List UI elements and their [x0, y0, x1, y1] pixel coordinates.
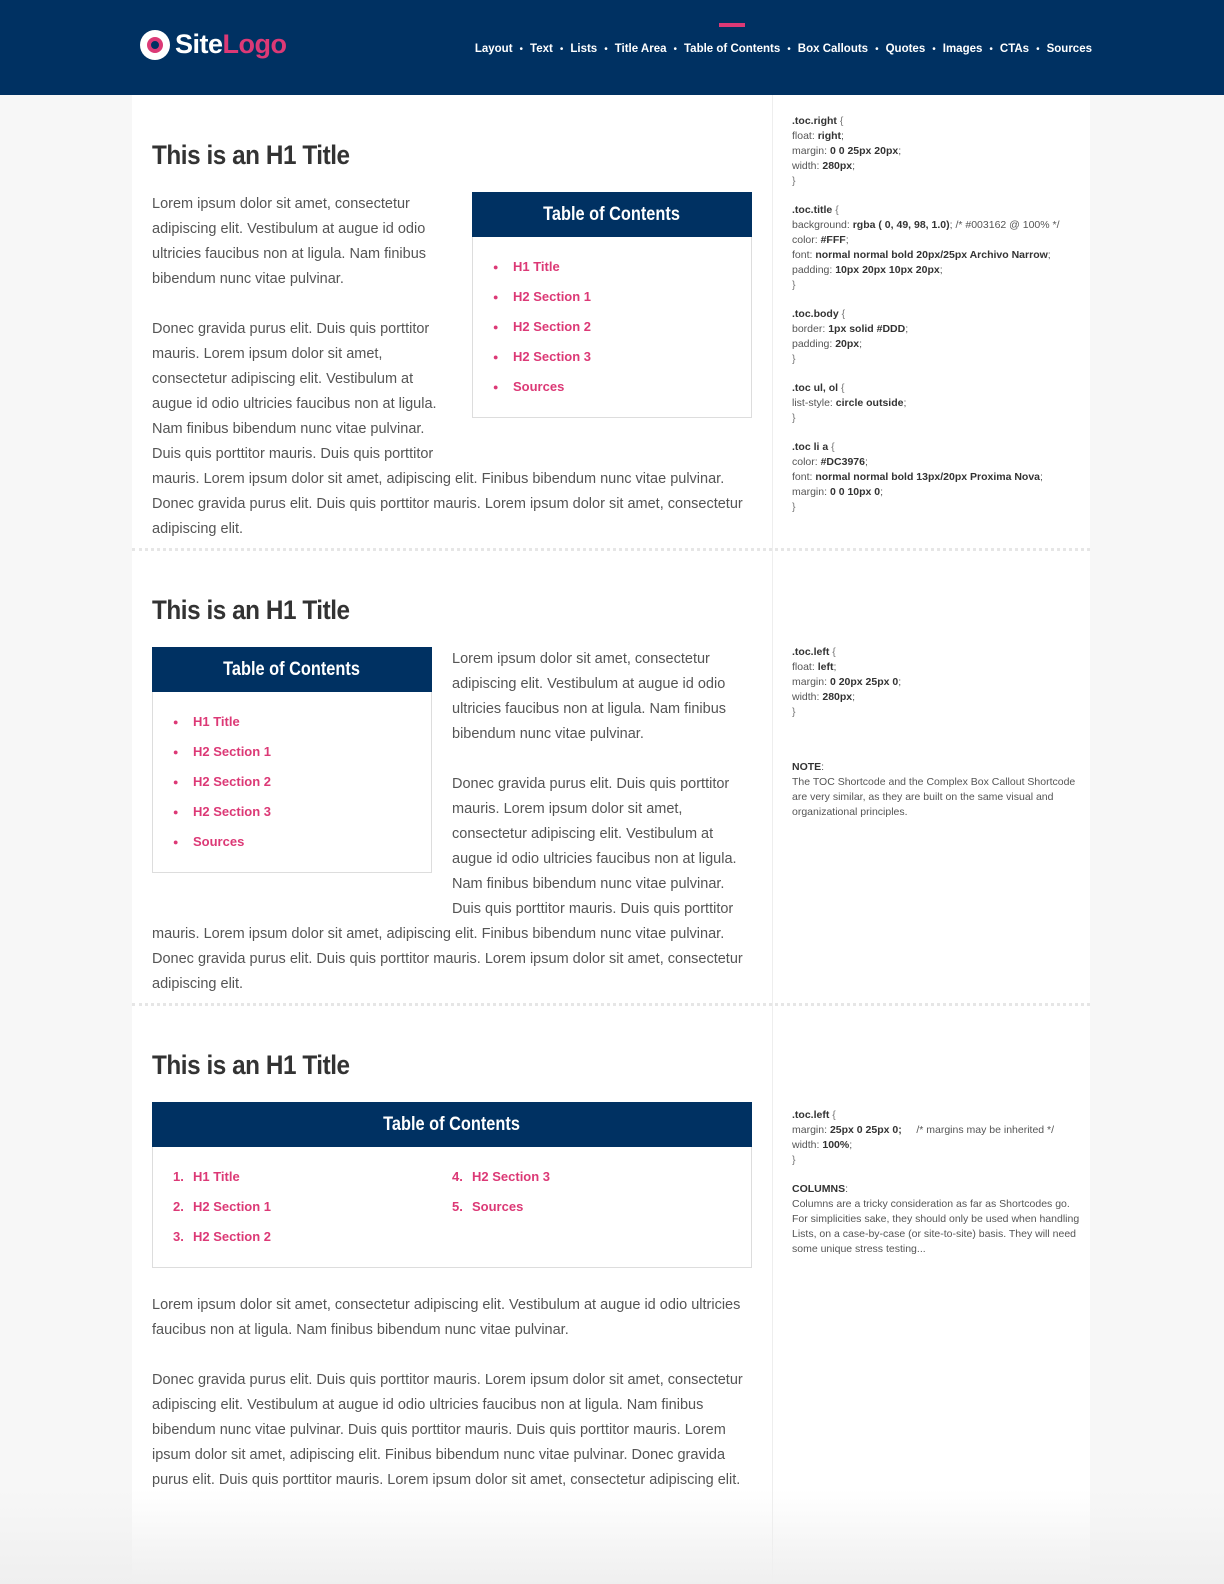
- css-notes-toc-full: [792, 1108, 1082, 1257]
- logo-site-text: Site: [175, 29, 223, 59]
- toc-title: Table of Contents: [152, 1102, 752, 1147]
- toc-link-h2-section-3[interactable]: H2 Section 3: [513, 349, 592, 364]
- main-nav: [475, 43, 1092, 55]
- toc-link-h2-section-2[interactable]: H2 Section 2: [193, 1229, 272, 1244]
- toc-link-h2-section-1[interactable]: H2 Section 1: [513, 289, 592, 304]
- example-toc-right: [152, 140, 752, 542]
- toc-item: [173, 802, 411, 822]
- toc-list-column-1: [173, 1167, 452, 1247]
- toc-body: [152, 692, 432, 873]
- body-paragraph: Donec gravida purus elit. Duis quis porttitor mauris. Lorem ipsum dolor sit amet, consectetur adipiscing elit. Vestibulum at augue id odio ultricies faucibus non at ligula. Nam finibus bibendum nunc vitae pulvinar. Duis quis porttitor mauris. Duis quis porttitor mauris. Lorem ipsum dolor sit amet, adipiscing elit. Finibus bibendum nunc vitae pulvinar. Donec gravida purus elit. Duis quis porttitor mauris. Lorem ipsum dolor sit amet, consectetur adipiscing elit.: [152, 776, 743, 992]
- list-number: 2.: [173, 1199, 184, 1214]
- section-divider: [132, 1003, 1090, 1006]
- nav-separator: •: [875, 43, 879, 55]
- toc-list-column-2: [452, 1167, 731, 1247]
- toc-box: [472, 192, 752, 418]
- toc-title: Table of Contents: [152, 647, 432, 692]
- page-title: This is an H1 Title: [152, 595, 350, 625]
- nav-separator: •: [673, 43, 678, 55]
- nav-images[interactable]: Images: [942, 43, 983, 55]
- css-rule: .toc.left { margin: 25px 0 25px 0; /* margins may be inherited */ width: 100%; }: [792, 1109, 1055, 1166]
- body-paragraph: Donec gravida purus elit. Duis quis porttitor mauris. Lorem ipsum dolor sit amet, consectetur adipiscing elit. Vestibulum at augue id odio ultricies faucibus non at ligula. Nam finibus bibendum nunc vitae pulvinar. Duis quis porttitor mauris. Duis quis porttitor mauris. Lorem ipsum dolor sit amet, adipiscing elit. Finibus bibendum nunc vitae pulvinar. Donec gravida purus elit. Duis quis porttitor mauris. Lorem ipsum dolor sit amet, consectetur adipiscing elit.: [152, 321, 743, 537]
- toc-title: Table of Contents: [472, 192, 752, 237]
- toc-link-h2-section-2[interactable]: H2 Section 2: [193, 774, 272, 789]
- body-paragraph: Lorem ipsum dolor sit amet, consectetur adipiscing elit. Vestibulum at augue id odio ultricies faucibus non at ligula. Nam finibus bibendum nunc vitae pulvinar.: [152, 1297, 741, 1338]
- bullet-icon: ●: [173, 777, 179, 787]
- toc-box: [152, 1102, 752, 1268]
- logo-icon: [140, 30, 170, 60]
- section-body: [152, 192, 752, 542]
- toc-item: [173, 712, 411, 732]
- nav-separator: •: [787, 43, 791, 55]
- nav-separator: •: [932, 43, 936, 55]
- toc-item: [173, 1227, 452, 1247]
- toc-item: [173, 1167, 452, 1187]
- section-body: [152, 647, 752, 997]
- toc-link-h2-section-3[interactable]: H2 Section 3: [472, 1169, 551, 1184]
- bullet-icon: ●: [173, 747, 179, 757]
- site-logo[interactable]: [140, 29, 287, 60]
- nav-separator: •: [519, 43, 524, 55]
- bullet-icon: ●: [493, 262, 499, 272]
- nav-ctas[interactable]: CTAs: [999, 43, 1030, 55]
- nav-box-callouts[interactable]: Box Callouts: [797, 43, 869, 55]
- bullet-icon: ●: [173, 837, 179, 847]
- toc-link-h2-section-2[interactable]: H2 Section 2: [513, 319, 592, 334]
- list-number: 3.: [173, 1229, 184, 1244]
- css-rule: .toc.title { background: rgba ( 0, 49, 98, 1.0); /* #003162 @ 100% */ color: #FFF; font: normal normal bold 20px/25px Archivo Narrow; padding: 10px 20px 10px 20px; }: [792, 204, 1060, 291]
- toc-item: [493, 377, 731, 397]
- toc-link-h1-title[interactable]: H1 Title: [513, 259, 560, 274]
- site-header: [0, 0, 1224, 95]
- css-rule: .toc.left { float: left; margin: 0 20px 25px 0; width: 280px; }: [792, 646, 902, 718]
- page-title: This is an H1 Title: [152, 140, 350, 170]
- toc-link-h2-section-3[interactable]: H2 Section 3: [193, 804, 272, 819]
- bullet-icon: ●: [173, 717, 179, 727]
- nav-table-of-contents[interactable]: Table of Contents: [684, 43, 781, 55]
- list-number: 1.: [173, 1169, 184, 1184]
- nav-quotes[interactable]: Quotes: [885, 43, 926, 55]
- toc-link-h1-title[interactable]: H1 Title: [193, 1169, 240, 1184]
- bullet-icon: ●: [493, 292, 499, 302]
- logo-brand-text: Logo: [222, 29, 287, 59]
- toc-link-h2-section-1[interactable]: H2 Section 1: [193, 744, 272, 759]
- nav-separator: •: [1036, 43, 1040, 55]
- bullet-icon: ●: [493, 322, 499, 332]
- example-toc-left: [152, 595, 752, 997]
- nav-separator: •: [604, 43, 608, 55]
- example-toc-full-width: [152, 1050, 752, 1493]
- css-rule: .toc li a { color: #DC3976; font: normal normal bold 13px/20px Proxima Nova; margin: 0 0 10px 0; }: [792, 441, 1043, 513]
- toc-body: [472, 237, 752, 418]
- toc-link-sources[interactable]: Sources: [472, 1199, 524, 1214]
- toc-item: [452, 1197, 731, 1217]
- bullet-icon: ●: [173, 807, 179, 817]
- body-paragraph: Lorem ipsum dolor sit amet, consectetur adipiscing elit. Vestibulum at augue id odio ultricies faucibus non at ligula. Nam finibus bibendum nunc vitae pulvinar.: [152, 196, 427, 287]
- bullet-icon: ●: [493, 352, 499, 362]
- bullet-icon: ●: [493, 382, 499, 392]
- toc-list: [493, 257, 731, 397]
- toc-item: [493, 317, 731, 337]
- toc-box: [152, 647, 432, 873]
- css-notes-toc-right: [792, 114, 1082, 515]
- css-rule: .toc.body { border: 1px solid #DDD; padding: 20px; }: [792, 308, 909, 365]
- nav-sources[interactable]: Sources: [1046, 43, 1092, 55]
- toc-link-sources[interactable]: Sources: [513, 379, 565, 394]
- nav-separator: •: [989, 43, 993, 55]
- toc-item: [493, 347, 731, 367]
- nav-layout[interactable]: Layout: [474, 43, 513, 55]
- list-number: 5.: [452, 1199, 463, 1214]
- toc-item: [173, 1197, 452, 1217]
- toc-link-h1-title[interactable]: H1 Title: [193, 714, 240, 729]
- page-title: This is an H1 Title: [152, 1050, 350, 1080]
- toc-item: [173, 772, 411, 792]
- toc-item: [493, 287, 731, 307]
- css-rule: .toc ul, ol { list-style: circle outside; }: [792, 382, 907, 424]
- toc-item: [493, 257, 731, 277]
- note-block: COLUMNS: Columns are a tricky consideration as far as Shortcodes go. For simplicities sake, they should only be used when handling Lists, on a case-by-case (or site-to-site) basis. They will need some unique stress testing...: [792, 1183, 1080, 1255]
- note-block: NOTE: The TOC Shortcode and the Complex Box Callout Shortcode are very similar, as they are built on the same visual and organizational principles.: [792, 761, 1076, 818]
- body-paragraph: Donec gravida purus elit. Duis quis porttitor mauris. Lorem ipsum dolor sit amet, consectetur adipiscing elit. Vestibulum at augue id odio ultricies faucibus non at ligula. Nam finibus bibendum nunc vitae pulvinar. Duis quis porttitor mauris. Duis quis porttitor mauris. Lorem ipsum dolor sit amet, adipiscing elit. Finibus bibendum nunc vitae pulvinar. Donec gravida purus elit. Duis quis porttitor mauris. Lorem ipsum dolor sit amet, consectetur adipiscing elit.: [152, 1372, 743, 1488]
- list-number: 4.: [452, 1169, 463, 1184]
- nav-title-area[interactable]: Title Area: [614, 43, 667, 55]
- toc-item: [452, 1167, 731, 1187]
- nav-text[interactable]: Text: [530, 43, 553, 55]
- nav-separator: •: [559, 43, 564, 55]
- toc-link-sources[interactable]: Sources: [193, 834, 245, 849]
- body-paragraph: Lorem ipsum dolor sit amet, consectetur adipiscing elit. Vestibulum at augue id odio ultricies faucibus non at ligula. Nam finibus bibendum nunc vitae pulvinar.: [452, 651, 727, 742]
- toc-item: [173, 742, 411, 762]
- section-divider: [132, 548, 1090, 551]
- toc-body: [152, 1147, 752, 1268]
- toc-item: [173, 832, 411, 852]
- css-rule: .toc.right { float: right; margin: 0 0 25px 20px; width: 280px; }: [792, 115, 902, 187]
- section-body: [152, 1102, 752, 1493]
- toc-link-h2-section-1[interactable]: H2 Section 1: [193, 1199, 272, 1214]
- toc-list: [173, 712, 411, 852]
- css-notes-toc-left: [792, 645, 1082, 820]
- nav-lists[interactable]: Lists: [570, 43, 598, 55]
- logo-text: [175, 29, 287, 60]
